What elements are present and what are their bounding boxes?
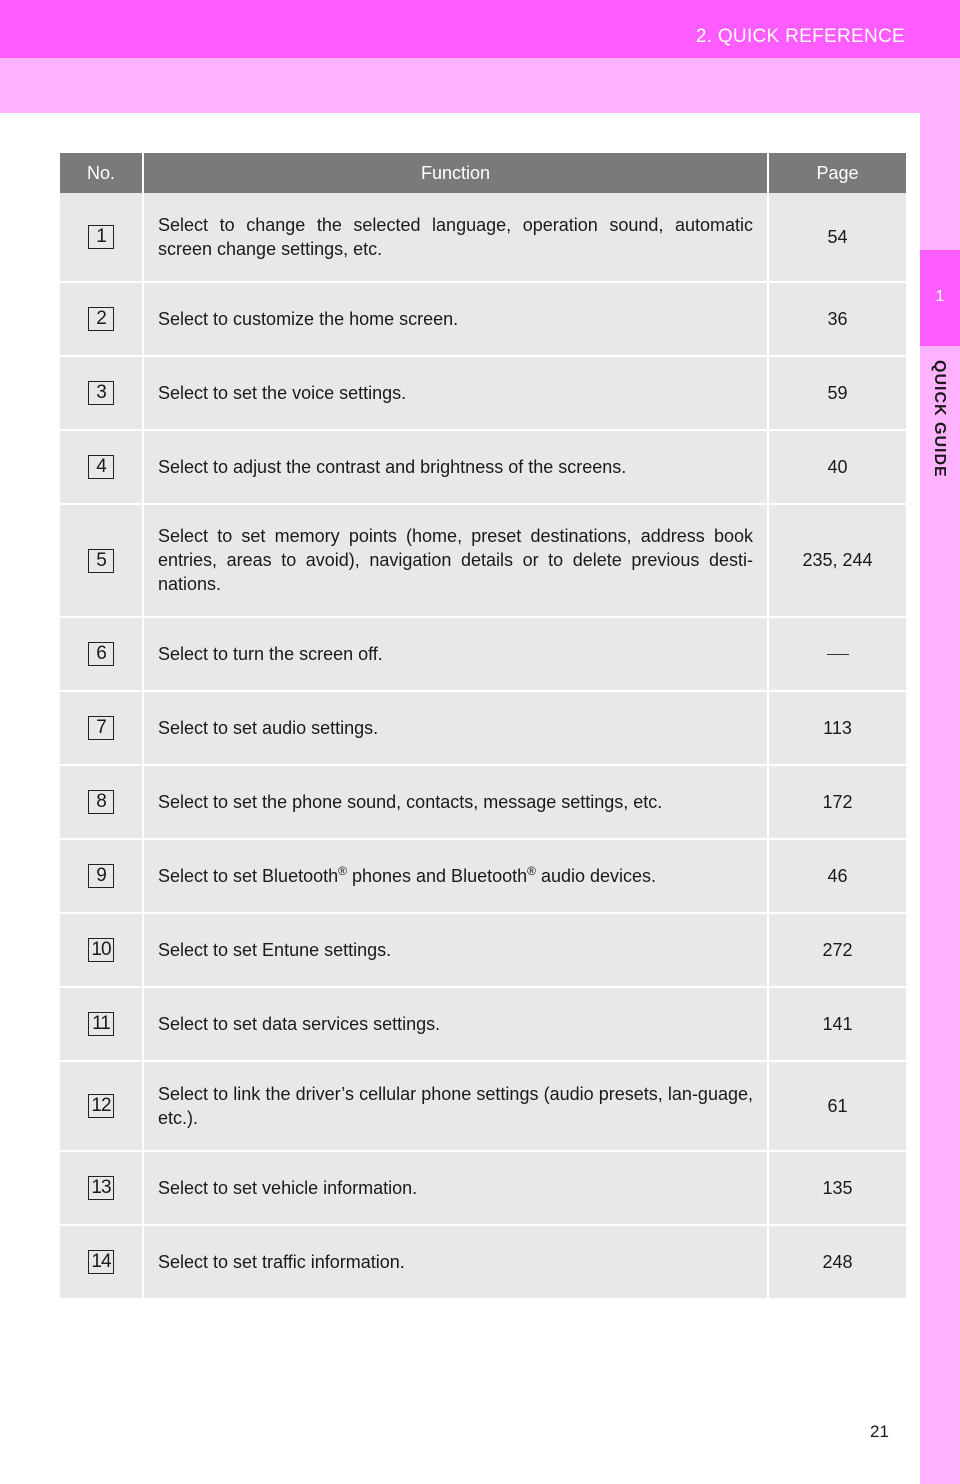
row-number: 4	[88, 455, 114, 479]
table-row	[60, 282, 906, 356]
row-page: 248	[768, 1225, 906, 1299]
row-number: 1	[88, 225, 114, 249]
row-function: Select to turn the screen off.	[143, 617, 768, 691]
table-row	[60, 839, 906, 913]
row-function: Select to change the selected language, operation sound, automatic screen change settings, etc.	[143, 193, 768, 282]
row-page: 172	[768, 765, 906, 839]
page-number: 21	[870, 1422, 889, 1441]
table-row	[60, 987, 906, 1061]
header-function: Function	[143, 153, 768, 193]
row-function: Select to set vehicle information.	[143, 1151, 768, 1225]
registered-mark: ®	[527, 863, 536, 878]
row-number: 14	[88, 1250, 114, 1274]
row-page: 36	[768, 282, 906, 356]
row-page: 61	[768, 1061, 906, 1151]
row-page-none	[768, 617, 906, 691]
row-function: Select to link the driver’s cellular phone settings (audio presets, lan-guage, etc.).	[143, 1061, 768, 1151]
row-function: Select to set the phone sound, contacts, message settings, etc.	[143, 765, 768, 839]
table-row	[60, 913, 906, 987]
table-row	[60, 765, 906, 839]
table-row	[60, 617, 906, 691]
table-row	[60, 430, 906, 504]
row-function: Select to set the voice settings.	[143, 356, 768, 430]
row-function: Select to adjust the contrast and brightness of the screens.	[143, 430, 768, 504]
row-page: 40	[768, 430, 906, 504]
row-number: 7	[88, 716, 114, 740]
row-function: Select to set Bluetooth® phones and Bluetooth® audio devices.	[143, 839, 768, 913]
header-sub-bar	[0, 58, 960, 113]
table-row	[60, 691, 906, 765]
table-row	[60, 1061, 906, 1151]
registered-mark: ®	[338, 863, 347, 878]
row-number: 10	[88, 938, 114, 962]
row-page: 113	[768, 691, 906, 765]
row-function: Select to set data services settings.	[143, 987, 768, 1061]
row-page: 135	[768, 1151, 906, 1225]
quick-reference-table	[60, 153, 906, 1300]
table-header-row	[60, 153, 906, 193]
row-function: Select to set memory points (home, preset destinations, address book entries, areas to avoid), navigation details or to delete previous desti-nations.	[143, 504, 768, 617]
table-row	[60, 193, 906, 282]
row-function: Select to set traffic information.	[143, 1225, 768, 1299]
header-no: No.	[60, 153, 143, 193]
row-page: 46	[768, 839, 906, 913]
header-page: Page	[768, 153, 906, 193]
row-number: 13	[88, 1176, 114, 1200]
row-page: 235, 244	[768, 504, 906, 617]
table-row	[60, 356, 906, 430]
row-number: 8	[88, 790, 114, 814]
dash-mark	[827, 654, 849, 655]
section-title: 2. QUICK REFERENCE	[695, 26, 905, 47]
chapter-label: QUICK GUIDE	[931, 360, 948, 478]
row-page: 141	[768, 987, 906, 1061]
row-number: 11	[88, 1012, 114, 1036]
row-page: 59	[768, 356, 906, 430]
row-function: Select to set audio settings.	[143, 691, 768, 765]
row-function: Select to customize the home screen.	[143, 282, 768, 356]
row-number: 9	[88, 864, 114, 888]
row-number: 3	[88, 381, 114, 405]
row-page: 272	[768, 913, 906, 987]
table-row	[60, 1151, 906, 1225]
row-number: 2	[88, 307, 114, 331]
row-function: Select to set Entune settings.	[143, 913, 768, 987]
row-number: 12	[88, 1094, 114, 1118]
row-number: 6	[88, 642, 114, 666]
row-page: 54	[768, 193, 906, 282]
table-row	[60, 504, 906, 617]
table-row	[60, 1225, 906, 1299]
chapter-tab-number: 1	[935, 288, 945, 305]
row-number: 5	[88, 549, 114, 573]
